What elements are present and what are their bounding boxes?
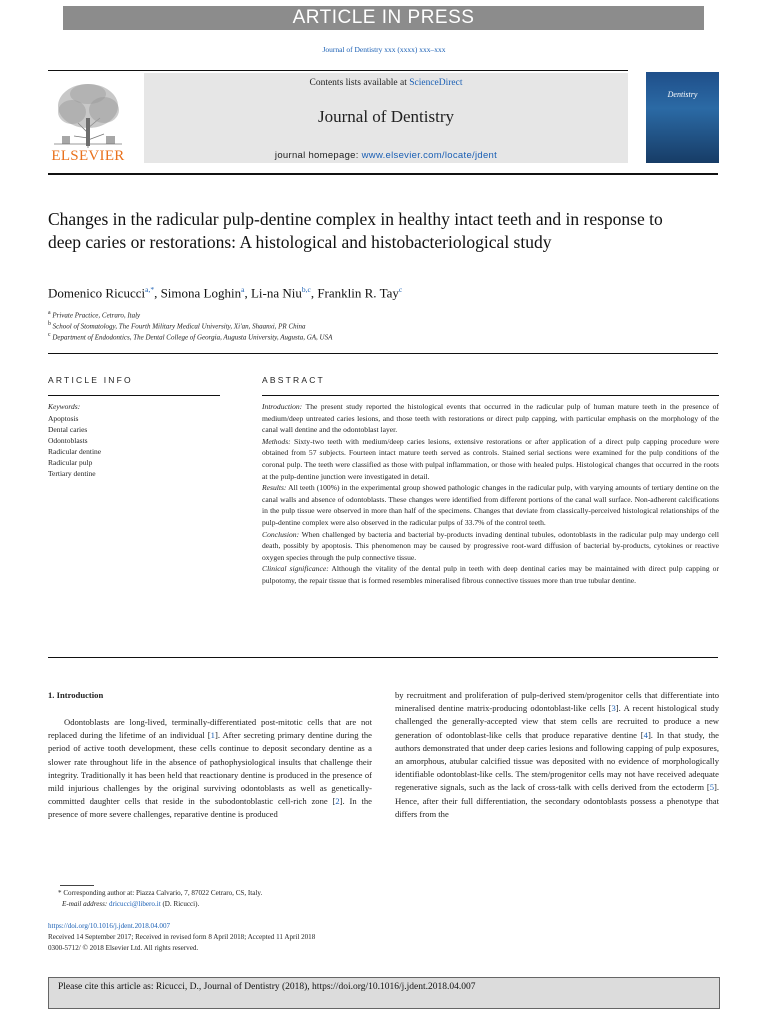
keyword-item: Tertiary dentine	[48, 469, 96, 478]
article-info-heading: ARTICLE INFO	[48, 375, 133, 385]
body-text: by recruitment and proliferation of pulp-derived stem/progenitor cells that differentiate into mineralised dentine matrix-producing odontoblast-like cells [	[395, 690, 719, 714]
corresponding-author-note: * Corresponding author at: Piazza Calvario, 7, 87022 Cetraro, CS, Italy.	[58, 889, 263, 897]
journal-reference-link[interactable]: Journal of Dentistry xxx (xxxx) xxx–xxx	[322, 45, 446, 54]
author-affiliation-marker[interactable]: a	[241, 285, 245, 294]
keywords-label: Keywords:	[48, 402, 81, 411]
author-affiliation-marker[interactable]: b,c	[301, 285, 311, 294]
keyword-item: Apoptosis	[48, 414, 79, 423]
abstract-bottom-rule	[48, 657, 718, 658]
keyword-item: Radicular dentine	[48, 447, 102, 456]
header-bottom-rule	[48, 173, 718, 175]
received-dates: Received 14 September 2017; Received in revised form 8 April 2018; Accepted 11 April 2018	[48, 933, 316, 941]
affiliation-text: School of Stomatology, The Fourth Military Medical University, Xi'an, Shaanxi, PR China	[52, 322, 306, 331]
affiliation-line	[48, 332, 648, 341]
copyright-line: 0300-5712/ © 2018 Elsevier Ltd. All rights reserved.	[48, 944, 199, 952]
sciencedirect-link[interactable]: ScienceDirect	[409, 78, 463, 88]
affiliation-marker: a	[48, 310, 51, 316]
body-right-column	[395, 689, 719, 821]
cite-this-article-text[interactable]: Please cite this article as: Ricucci, D., Journal of Dentistry (2018), https://doi.org/10.1016/j.jdent.2018.04.007	[58, 982, 476, 992]
abstract-heading: ABSTRACT	[262, 375, 325, 385]
citation-link[interactable]: 4	[643, 729, 648, 740]
journal-cover-image[interactable]	[646, 72, 719, 163]
email-link[interactable]: dricucci@libero.it	[109, 900, 161, 908]
email-suffix: (D. Ricucci).	[160, 900, 200, 908]
doi-line	[48, 921, 170, 932]
keyword-item: Radicular pulp	[48, 458, 93, 467]
abstract-section-text: The present study reported the histological events that occurred in the radicular pulp of human mature teeth in the presence of medium/deep untreated caries lesions, and those teeth with restorations or direct pulp capping, with particular emphasis on the morphology of the canal wall dentine and the odontoblast layer.	[262, 402, 719, 435]
affiliation-text: Department of Endodontics, The Dental College of Georgia, Augusta University, Augusta, GA, USA	[52, 333, 333, 342]
affiliation-line	[48, 321, 648, 330]
affiliation-line	[48, 310, 648, 319]
abstract-section-text: When challenged by bacteria and bacterial by-products invading dentinal tubules, odontoblasts in the radicular pulp may undergo cell death, possibly by apoptosis. This phenomenon may be caused by progressive root-ward diffusion of bacterial by-products, cytokines or reactive oxygen species through the pulp connective tissue.	[262, 529, 719, 562]
abstract-body	[262, 401, 719, 587]
author-list: Domenico Ricucci$^{a,*}$, Simona Loghin$^a$, Li-na Niu$^{b,c}$, Franklin R. Tay$^c$	[48, 285, 403, 301]
author-affiliation-marker[interactable]: c	[398, 285, 403, 294]
body-text: ]. In that study, the authors demonstrated that under deep caries lesions and following capping of pulp exposures, an amorphous, atubular calcified tissue was deposited with no evidence of morphologically identifiable odontoblast-like cells. The stem/progenitor cells may not have received adequate regenerative signals, such as the lack of cross-talk with cells derived from the ectoderm [	[395, 729, 719, 793]
citation-link[interactable]: 1	[210, 730, 215, 741]
article-info-rule	[48, 395, 220, 396]
keyword-item: Dental caries	[48, 425, 88, 434]
body-text: ]. Hence, after their full differentiation, the secondary odontoblasts possess a phenotype that differs from the	[395, 782, 719, 819]
author-name[interactable]: Domenico Ricucci	[48, 285, 146, 301]
author-name[interactable]: Simona Loghin	[160, 285, 242, 301]
abstract-section-label: Methods:	[262, 436, 291, 446]
body-paragraph	[395, 689, 719, 821]
contents-available-line	[144, 78, 628, 88]
journal-homepage-line	[144, 150, 628, 161]
body-text: ]. In the presence of more severe challenges, reparative dentine is produced	[48, 796, 372, 820]
cover-title: Dentistry	[667, 90, 698, 99]
body-left-column	[48, 716, 372, 822]
abstract-paragraph	[262, 482, 719, 528]
email-note	[62, 899, 199, 910]
body-text: ]. After secreting primary dentine during the period of active tooth development, these cells continue to deposit secondary dentine as a slower rate throughout life in the absence of pathophysiological insults that challenge their integrity. Traditionally it has been held that reactionary dentine is produced in the presence of mild injurious challenges by the original surviving odontoblasts as well as genetically-committed daughter cells that reside in the subodontoblastic cell-rich zone [	[48, 730, 372, 807]
doi-link[interactable]: https://doi.org/10.1016/j.jdent.2018.04.007	[48, 922, 171, 930]
abstract-section-label: Clinical significance:	[262, 564, 329, 574]
homepage-link[interactable]: www.elsevier.com/locate/jdent	[361, 150, 498, 161]
citation-link[interactable]: 3	[611, 703, 616, 714]
abstract-section-text: Although the vitality of the dental pulp in teeth with deep dentinal caries may be maintained with direct pulp capping or pulpotomy, the repair tissue that is formed resembles mineralised fibrous connective tissues more than true tubular dentine.	[262, 564, 719, 585]
body-text: ]. A recent histological study challenged the generally-accepted view that stem cells are recruited to produce a new generation of odontoblast-like cells that produce reparative dentine [	[395, 703, 719, 740]
affiliation-marker: b	[48, 321, 51, 327]
abstract-section-text: All teeth (100%) in the experimental group showed pathologic changes in the radicular pulp, with varying amounts of tertiary dentine on the canal walls and absence of odontoblasts. These changes were identified from different portions of the canal wall surface. Non-adherent calcifications in the pulp tissue were observed in more than half of the specimens. Changes that deviate from classically-perceived histological relationships of the pulp-dentine complex were also observed in the radicular pulps of 33.7% of the control teeth.	[262, 483, 719, 527]
body-text: Odontoblasts are long-lived, terminally-differentiated post-mitotic cells that are not replaced during the lifetime of an individual [	[48, 717, 372, 741]
article-in-press-banner: ARTICLE IN PRESS	[63, 6, 704, 30]
abstract-section-label: Conclusion:	[262, 529, 300, 539]
keyword-list	[48, 413, 101, 479]
citation-link[interactable]: 2	[335, 796, 340, 807]
author-name[interactable]: Li-na Niu	[250, 285, 302, 301]
header-top-rule	[48, 70, 628, 71]
contents-prefix: Contents lists available at	[309, 78, 410, 88]
abstract-section-text: Sixty-two teeth with medium/deep caries lesions, extensive restorations or after application of a direct pulp capping procedure were obtained from 57 subjects. Fourteen intact mature teeth served as controls. Stained serial sections were examined for the pulp conditions of the coronal pulp. The teeth were classified as those with pulpal inflammation, or those with healed pulps. Histological changes that occurred in the roots at the pulp-dentine junction were investigated in detail.	[262, 436, 719, 481]
abstract-rule	[262, 395, 719, 396]
abstract-paragraph	[262, 563, 719, 586]
footnote-rule	[60, 885, 94, 886]
author-affiliation-marker[interactable]: a,*	[145, 285, 155, 294]
citation-link[interactable]: 5	[709, 782, 714, 793]
author-name[interactable]: Franklin R. Tay	[317, 285, 399, 301]
introduction-heading: 1. Introduction	[48, 690, 104, 700]
abstract-paragraph	[262, 401, 719, 436]
affiliation-rule	[48, 353, 718, 354]
affiliation-text: Private Practice, Cetraro, Italy	[52, 311, 141, 320]
body-paragraph	[48, 716, 372, 822]
abstract-section-label: Introduction:	[262, 402, 303, 411]
affiliation-marker: c	[48, 332, 51, 338]
email-label: E-mail address:	[62, 900, 110, 908]
homepage-prefix: journal homepage:	[274, 150, 362, 161]
abstract-paragraph	[262, 436, 719, 482]
keyword-item: Odontoblasts	[48, 436, 88, 445]
publisher-wordmark[interactable]: ELSEVIER	[51, 148, 125, 164]
abstract-paragraph	[262, 529, 719, 564]
abstract-section-label: Results:	[262, 483, 287, 493]
journal-name: Journal of Dentistry	[318, 107, 454, 126]
article-title: Changes in the radicular pulp-dentine complex in healthy intact teeth and in response to deep caries or restorations: A histological and histobacteriological study	[48, 209, 663, 252]
